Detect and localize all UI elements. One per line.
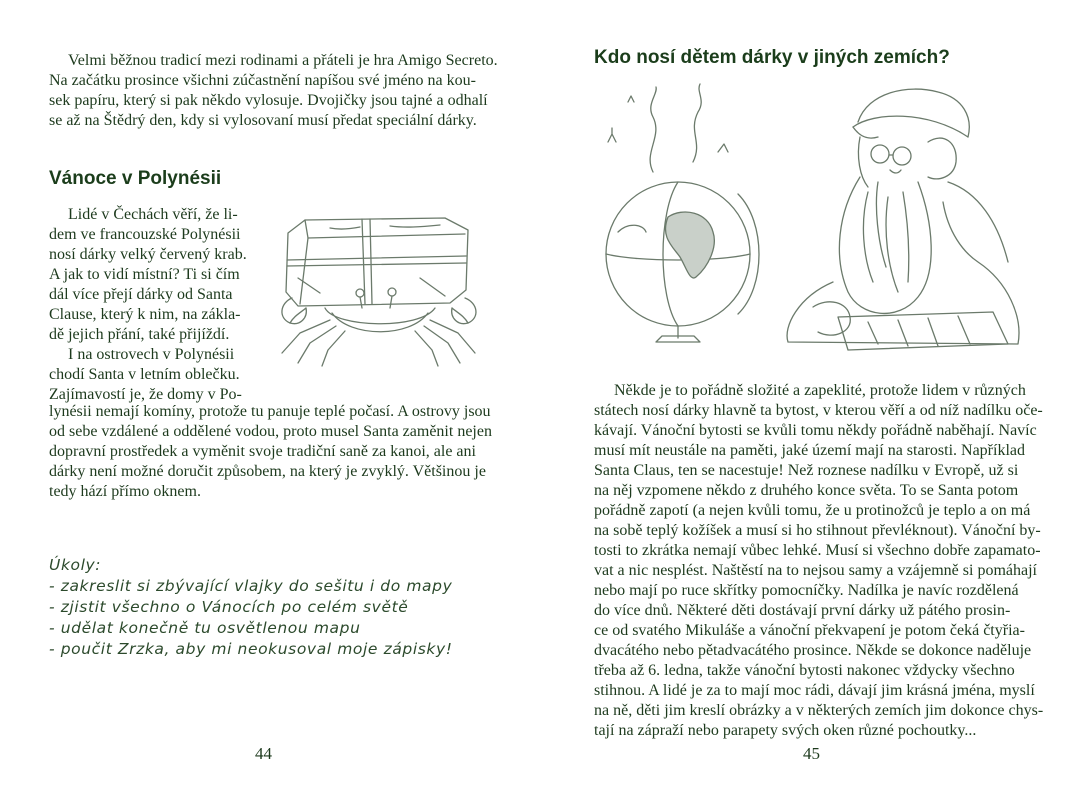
body-line: na sobě teplý kožíšek a musí si ho stihnout převléknout). Vánoční by-: [594, 522, 1041, 539]
polynesia-line: lynésii nemají komíny, protože tu panuje teplé počasí. A ostrovy jsou: [49, 403, 491, 420]
body-line: tají na zápraží nebo parapety svých oken různé pochoutky...: [594, 722, 977, 739]
body-line: na ně, děti jim kreslí obrázky a v některých zemích jim dokonce chys-: [594, 702, 1044, 719]
intro-line: se až na Štědrý den, kdy si vylosovaní musí předat speciální dárky.: [49, 112, 477, 129]
intro-line: Na začátku prosince všichni zúčastnění napíšou své jméno na kou-: [49, 72, 476, 89]
polynesia-line: chodí Santa v letním oblečku.: [49, 366, 240, 383]
crab-parcel-illustration: [270, 208, 490, 368]
body-line: pořádně zapotí (a nejen kvůli tomu, že u protinožců je teplo a on má: [594, 502, 1031, 519]
body-line: tosti to zkrátka nemají vůbec lehké. Musí si všechno dobře zapamato-: [594, 542, 1041, 559]
polynesia-line: dem ve francouzské Polynésii: [49, 226, 241, 243]
left-page: [0, 0, 538, 800]
polynesia-line: od sebe vzdálené a oddělené vodou, proto musel Santa zaměnit nejen: [49, 423, 492, 440]
polynesia-line: nosí dárky velký červený krab.: [49, 246, 247, 263]
polynesia-line: tedy hází přímo oknem.: [49, 483, 201, 500]
body-line: Někde je to pořádně složité a zapeklité, protože lidem v různých: [614, 382, 1026, 399]
body-line: na něj vzpomene někdo z druhého konce světa. To se Santa potom: [594, 482, 1019, 499]
polynesia-line: Lidé v Čechách věří, že li-: [68, 206, 238, 223]
polynesia-line: Zajímavostí je, že domy v Po-: [49, 386, 242, 403]
body-line: nebo mají po ruce skřítky pomocníčky. Nadílka je navíc rozdělená: [594, 582, 1019, 599]
section-heading-gift-bringers: Kdo nosí dětem dárky v jiných zemích?: [594, 47, 950, 68]
body-line: stihnou. A lidé je za to mají moc rádi, dávají jim krásná jména, myslí: [594, 682, 1035, 699]
section-heading-polynesia: Vánoce v Polynésii: [49, 168, 222, 189]
note-item: - udělat konečně tu osvětlenou mapu: [49, 619, 361, 637]
body-line: do více dnů. Některé děti dostávají první dárky už pátého prosin-: [594, 602, 1011, 619]
intro-line: Velmi běžnou tradicí mezi rodinami a přáteli je hra Amigo Secreto.: [68, 52, 498, 69]
polynesia-line: I na ostrovech v Polynésii: [68, 346, 235, 363]
polynesia-line: dál více přejí dárky od Santa: [49, 286, 233, 303]
polynesia-line: dopravní prostředek a vyměnit svoje tradiční saně za kanoi, ale ani: [49, 443, 476, 460]
polynesia-line: Clause, který k nim, na zákla-: [49, 306, 241, 323]
note-item: - zakreslit si zbývající vlajky do sešitu i do mapy: [49, 577, 453, 595]
body-line: dvacátého nebo pětadvacátého prosince. Někde se dokonce naděluje: [594, 642, 1032, 659]
intro-line: sek papíru, který si pak někdo vylosuje. Dvojičky jsou tajné a odhalí: [49, 92, 488, 109]
body-line: vat a nic nesplést. Naštěstí na to nejsou samy a vzájemně si pomáhají: [594, 562, 1037, 579]
polynesia-line: A jak to vidí místní? Ti si čím: [49, 266, 240, 283]
page-number-left: 44: [255, 744, 272, 763]
body-line: státech nosí dárky hlavně ta bytost, v kterou věří a od níž nadílku oče-: [594, 402, 1043, 419]
notes-title: Úkoly:: [49, 556, 102, 574]
right-page: [538, 0, 1077, 800]
body-line: Santa Claus, ten se nacestuje! Než roznese nadílku v Evropě, už si: [594, 462, 1019, 479]
note-item: - poučit Zrzka, aby mi neokusoval moje zápisky!: [49, 640, 453, 658]
page-number-right: 45: [803, 744, 820, 763]
body-line: třeba až 6. ledna, takže vánoční bytosti nakonec vždycky všechno: [594, 662, 1015, 679]
santa-globe-illustration: [598, 82, 1038, 367]
polynesia-line: dě jejich přání, také přijíždí.: [49, 326, 230, 343]
body-line: kávají. Vánoční bytosti se kvůli tomu někdy pořádně naběhají. Navíc: [594, 422, 1037, 439]
body-line: ce od svatého Mikuláše a vánoční překvapení je potom čeká čtyřia-: [594, 622, 1025, 639]
body-line: musí mít neustále na paměti, jaké území mají na starosti. Například: [594, 442, 1025, 459]
note-item: - zjistit všechno o Vánocích po celém světě: [49, 598, 409, 616]
polynesia-line: dárky není možné doručit způsobem, na který je zvyklý. Většinou je: [49, 463, 486, 480]
